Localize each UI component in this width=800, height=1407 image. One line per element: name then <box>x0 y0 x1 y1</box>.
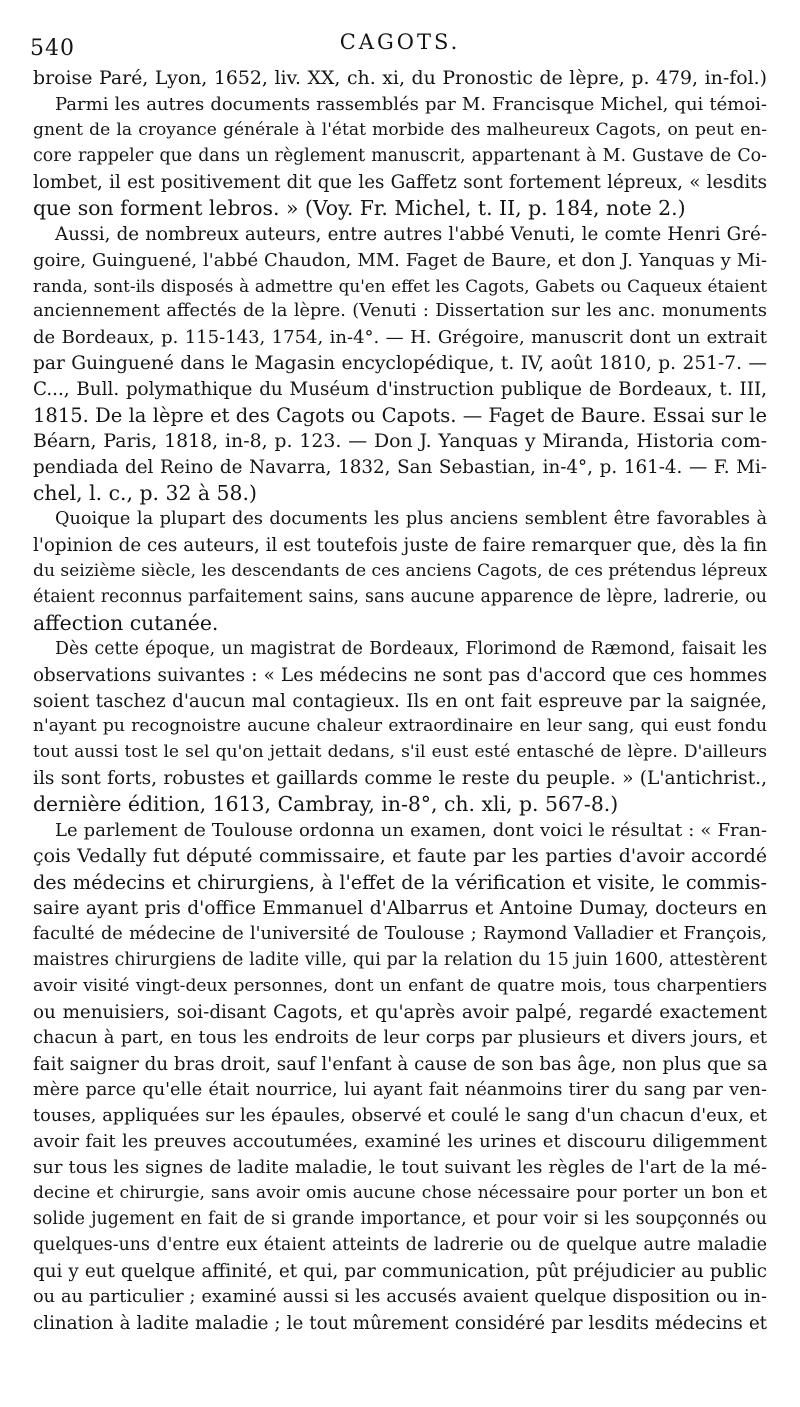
text-line: Béarn, Paris, 1818, in-8, p. 123. — Don J. Yanquas y Miranda, Historia com- <box>33 430 767 453</box>
text-line: dernière édition, 1613, Cambray, in-8°, ch. xli, p. 567-8.) <box>33 792 619 817</box>
text-line: Parmi les autres documents rassemblés par M. Francisque Michel, qui témoi- <box>55 93 767 115</box>
page-header <box>0 28 800 68</box>
text-line: lombet, il est positivement dit que les Gaffetz sont fortement lépreux, « lesdits <box>33 171 767 193</box>
text-line: 1815. De la lèpre et des Cagots ou Capots. — Faget de Baure. Essai sur le <box>33 404 767 428</box>
text-line: observations suivantes : « Les médecins ne sont pas d'accord que ces hommes <box>33 664 767 686</box>
text-line: C..., Bull. polymathique du Muséum d'instruction publique de Bordeaux, t. III, <box>33 379 767 401</box>
text-line: core rappeler que dans un règlement manuscrit, appartenant à M. Gustave de Co- <box>33 145 767 166</box>
text-line: fait saigner du bras droit, sauf l'enfant à cause de son bas âge, non plus que sa <box>33 1053 768 1075</box>
text-line: qui y eut quelque affinité, et qui, par communication, pût préjudicier au public <box>33 1261 767 1283</box>
text-line: anciennement affectés de la lèpre. (Venuti : Dissertation sur les anc. monuments <box>33 301 767 322</box>
text-line: decine et chirurgie, sans avoir omis aucune chose nécessaire pour porter un bon et <box>33 1183 767 1204</box>
text-line: solide jugement en fait de si grande importance, et pour voir si les soupçonnés ou <box>33 1209 767 1230</box>
text-line: avoir fait les preuves accoutumées, examiné les urines et discouru diligemment <box>33 1131 767 1153</box>
text-line: gnent de la croyance générale à l'état morbide des malheureux Cagots, on peut en- <box>33 119 767 140</box>
text-line: ils sont forts, robustes et gaillards comme le reste du peuple. » (L'antichrist., <box>33 768 767 790</box>
text-line: broise Paré, Lyon, 1652, liv. XX, ch. xi, du Pronostic de lèpre, p. 479, in-fol.) <box>33 67 767 89</box>
text-line: Le parlement de Toulouse ordonna un examen, dont voici le résultat : « Fran- <box>55 820 767 842</box>
text-line: étaient reconnus parfaitement sains, sans aucune apparence de lèpre, ladrerie, ou <box>33 586 767 607</box>
text-line: tout aussi tost le sel qu'on jettait dedans, s'il eust esté entasché de lèpre. D'ailleurs <box>33 742 767 763</box>
text-line: l'opinion de ces auteurs, il est toutefois juste de faire remarquer que, dès la fin <box>33 534 768 556</box>
text-line: que son forment lebros. » (Voy. Fr. Michel, t. II, p. 184, note 2.) <box>33 195 686 220</box>
text-line: Quoique la plupart des documents les plus anciens semblent être favorables à <box>55 508 767 529</box>
text-line: pendiada del Reino de Navarra, 1832, San Sebastian, in-4°, p. 161-4. — F. Mi- <box>33 457 767 479</box>
text-line: par Guinguené dans le Magasin encyclopédique, t. IV, août 1810, p. 251-7. — <box>33 353 767 375</box>
running-head: CAGOTS. <box>339 30 461 54</box>
text-line: du seizième siècle, les descendants de ces anciens Cagots, de ces prétendus lépreux <box>33 560 768 581</box>
body-text <box>33 66 767 1337</box>
text-line: ou menuisiers, soi-disant Cagots, et qu'après avoir palpé, regardé exactement <box>33 1001 767 1023</box>
text-line: avoir visité vingt-deux personnes, dont un enfant de quatre mois, tous charpentiers <box>33 975 767 996</box>
text-line: Dès cette époque, un magistrat de Bordeaux, Florimond de Ræmond, faisait les <box>55 638 767 659</box>
text-line: des médecins et chirurgiens, à l'effet de la vérification et visite, le commis- <box>33 871 767 895</box>
text-line: maistres chirurgiens de ladite ville, qui par la relation du 15 juin 1600, attestèrent <box>33 949 767 970</box>
text-line: mère parce qu'elle était nourrice, lui ayant fait néanmoins tirer du sang par ven- <box>33 1079 767 1100</box>
text-line: de Bordeaux, p. 115-143, 1754, in-4°. — H. Grégoire, manuscrit dont un extrait <box>33 327 767 349</box>
text-line: touses, appliquées sur les épaules, observé et coulé le sang d'un chacun d'eux, et <box>33 1105 767 1126</box>
text-line: quelques-uns d'entre eux étaient atteints de ladrerie ou de quelque autre maladie <box>33 1235 767 1256</box>
text-line: ou au particulier ; examiné aussi si les accusés avaient quelque disposition ou in- <box>33 1287 767 1308</box>
text-line: chacun à part, en tous les endroits de leur corps par plusieurs et divers jours, et <box>33 1027 767 1048</box>
text-line: affection cutanée. <box>33 610 219 635</box>
text-line: Aussi, de nombreux auteurs, entre autres l'abbé Venuti, le comte Henri Gré- <box>55 223 767 245</box>
text-line: clination à ladite maladie ; le tout mûrement considéré par lesdits médecins et <box>33 1313 767 1334</box>
text-line: faculté de médecine de l'université de Toulouse ; Raymond Valladier et François, <box>33 923 767 944</box>
text-line: randa, sont-ils disposés à admettre qu'en effet les Cagots, Gabets ou Caqueux étaient <box>33 275 767 296</box>
text-line: saire ayant pris d'office Emmanuel d'Albarrus et Antoine Dumay, docteurs en <box>33 898 767 919</box>
text-line: sur tous les signes de ladite maladie, le tout suivant les règles de l'art de la mé- <box>33 1157 767 1179</box>
text-line: çois Vedally fut député commissaire, et faute par les parties d'avoir accordé <box>33 845 767 868</box>
page-number: 540 <box>30 36 75 61</box>
text-line: n'ayant pu recognoistre aucune chaleur extraordinaire en leur sang, qui eust fondu <box>33 716 767 737</box>
text-line: goire, Guinguené, l'abbé Chaudon, MM. Faget de Baure, et don J. Yanquas y Mi- <box>33 249 767 271</box>
text-line: chel, l. c., p. 32 à 58.) <box>33 481 257 505</box>
text-line: soient taschez d'aucun mal contagieux. Ils en ont fait espreuve par la saignée, <box>33 690 767 712</box>
